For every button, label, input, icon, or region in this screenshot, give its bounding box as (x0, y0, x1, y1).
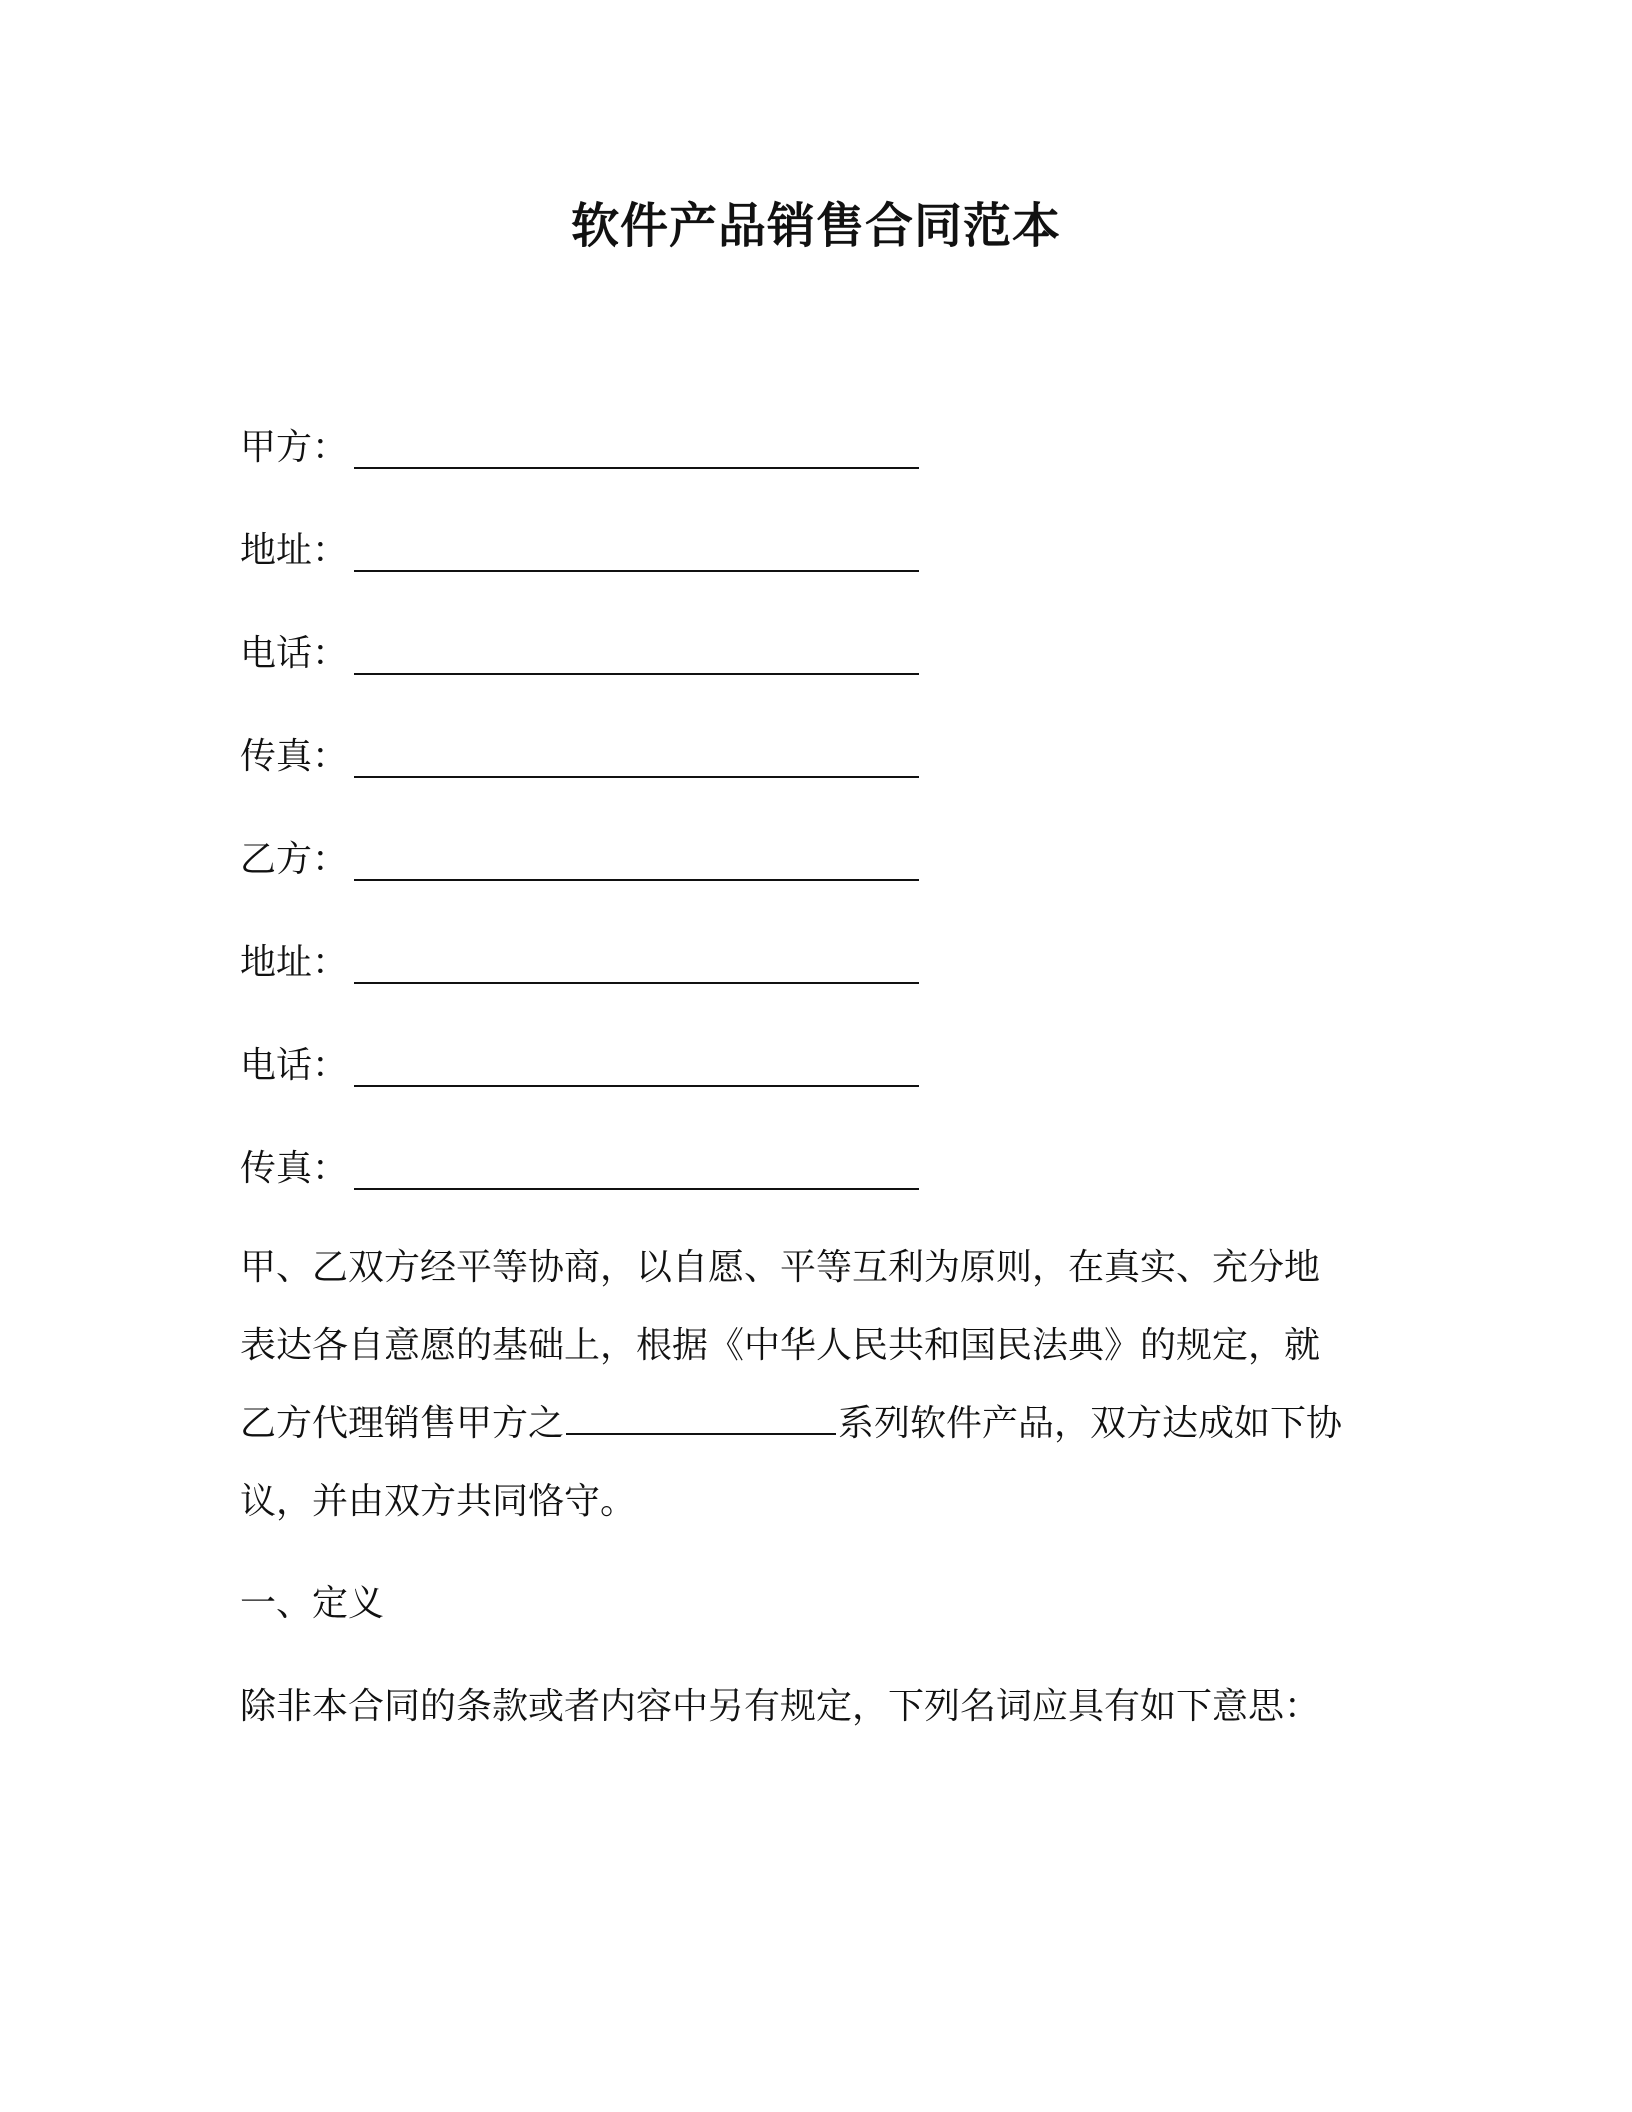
party-b-address-field (240, 933, 919, 985)
field-label: 电话： (240, 1044, 349, 1086)
field-label: 传真： (240, 735, 349, 777)
field-label: 乙方： (240, 838, 349, 880)
document-title: 软件产品销售合同范本 (570, 198, 1061, 254)
blank-line (354, 530, 919, 572)
section-heading: 一、定义 (240, 1583, 385, 1624)
party-b-name-field (240, 830, 919, 882)
party-a-phone-field (240, 624, 919, 676)
blank-line (354, 942, 919, 984)
blank-line (354, 1148, 919, 1190)
party-a-address-field (240, 521, 919, 573)
preamble-line-2: 表达各自意愿的基础上，根据《中华人民共和国民法典》的规定，就 (240, 1325, 1321, 1366)
blank-line (354, 736, 919, 778)
party-a-fax-field (240, 727, 919, 779)
preamble-line-3-start: 乙方代理销售甲方之 (240, 1403, 565, 1444)
preamble-line-3-end: 系列软件产品，双方达成如下协 (838, 1403, 1343, 1444)
field-label: 传真： (240, 1147, 349, 1189)
preamble-line-4: 议，并由双方共同恪守。 (240, 1481, 637, 1522)
blank-line (354, 633, 919, 675)
party-b-fax-field (240, 1139, 919, 1191)
blank-line (354, 839, 919, 881)
field-label: 地址： (240, 529, 349, 571)
preamble-line-1: 甲、乙双方经平等协商，以自愿、平等互利为原则，在真实、充分地 (240, 1247, 1321, 1288)
field-label: 甲方： (240, 426, 349, 468)
party-b-phone-field (240, 1036, 919, 1088)
field-label: 电话： (240, 632, 349, 674)
product-series-blank (566, 1399, 836, 1435)
preamble-paragraph (240, 1229, 1380, 1541)
blank-line (354, 1045, 919, 1087)
party-a-name-field (240, 418, 919, 470)
section-intro-text: 除非本合同的条款或者内容中另有规定，下列名词应具有如下意思： (240, 1686, 1321, 1727)
blank-line (354, 427, 919, 469)
field-label: 地址： (240, 941, 349, 983)
preamble-line-3 (240, 1385, 1380, 1463)
